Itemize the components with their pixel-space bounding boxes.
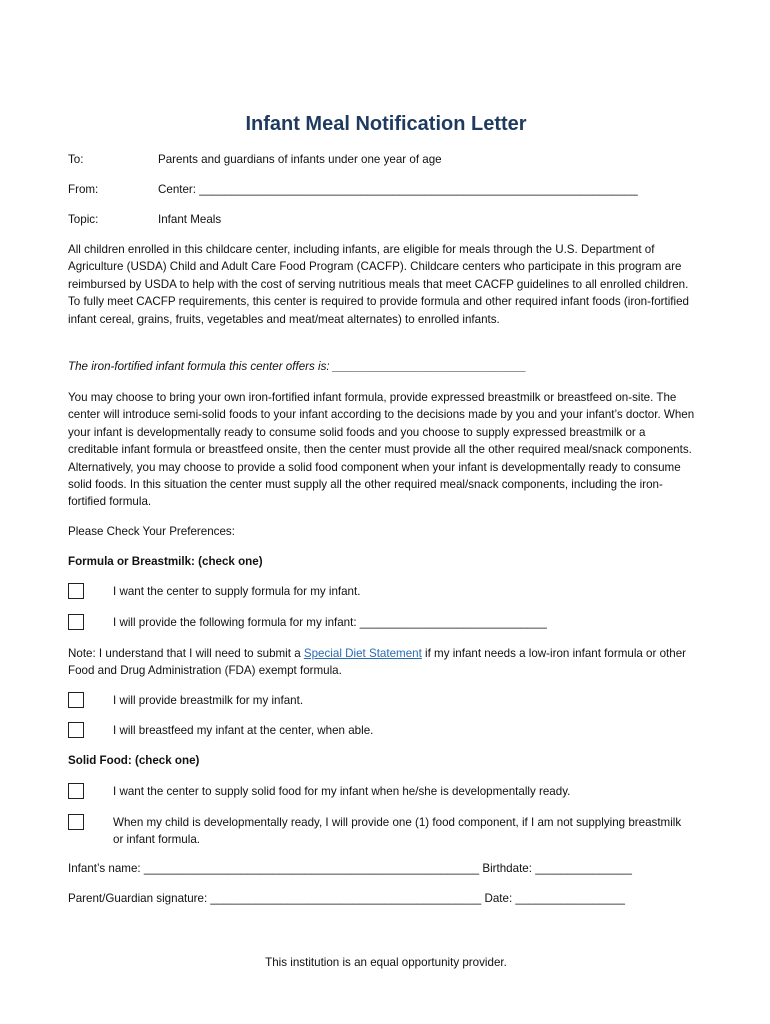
formula-section-heading: Formula or Breastmilk: (check one): [68, 555, 263, 568]
breastfeed-checkbox[interactable]: [68, 722, 84, 738]
equal-opportunity-footer: This institution is an equal opportunity provider.: [265, 956, 507, 969]
to-label: To:: [68, 153, 84, 166]
document-title: Infant Meal Notification Letter: [245, 113, 527, 135]
preferences-heading: Please Check Your Preferences:: [68, 525, 235, 538]
to-row: [68, 151, 704, 169]
topic-label: Topic:: [68, 213, 99, 226]
note-prefix: Note: I understand that I will need to submit a: [68, 647, 304, 660]
intro-paragraph: All children enrolled in this childcare center, including infants, are eligible for meals through the U.S. Department of Agriculture (USDA) Child and Adult Care Food Program (CACFP). Childcare centers who participate in this program are reimbursed by USDA to help with the cost of serving nutritious meals that meet CACFP guidelines to all enrolled children. To fully meet CACFP requirements, this center is required to provide formula and other required infant foods (iron-fortified infant cereal, grains, fruits, vegetables and meat/meat alternates) to enrolled infants.: [68, 243, 689, 326]
formula-offered-field[interactable]: The iron-fortified infant formula this center offers is: ______________________________: [68, 360, 527, 373]
center-formula-label: I want the center to supply formula for my infant.: [113, 585, 361, 598]
special-diet-statement-link[interactable]: Special Diet Statement: [303, 647, 422, 660]
center-solid-label: I want the center to supply solid food for my infant when he/she is developmentally ready.: [113, 785, 571, 798]
provide-formula-label[interactable]: I will provide the following formula for my infant: _____________________________: [113, 616, 547, 629]
center-solid-checkbox[interactable]: [68, 783, 84, 799]
breastfeed-label: I will breastfeed my infant at the center, when able.: [113, 724, 374, 737]
infant-name-line[interactable]: Infant’s name: ____________________________________________________ Birthdate: _______________: [68, 862, 632, 875]
choice-paragraph: You may choose to bring your own iron-fortified infant formula, provide expressed breastmilk or breastfeed on-site. The center will introduce semi-solid foods to your infant according to the decisions made by you and your infant’s doctor. When your infant is developmentally ready to consume solid foods and you choose to supply expressed breastmilk or a creditable infant formula or breastfeed onsite, then the center must provide all the other required meal/snack components. Alternatively, you may choose to provide a solid food component when your infant is developmentally ready to consume solid foods. In this situation the center must supply all the other required meal/snack components, including the iron-fortified formula.: [68, 391, 695, 509]
special-diet-note: [68, 645, 698, 680]
solid-section-heading: Solid Food: (check one): [68, 754, 200, 767]
topic-value: Infant Meals: [158, 213, 222, 226]
signature-line[interactable]: Parent/Guardian signature: __________________________________________ Date: _________________: [68, 892, 626, 905]
center-name-field[interactable]: Center: ____________________________________________________________________: [158, 183, 638, 196]
from-label: From:: [68, 183, 99, 196]
provide-solid-checkbox[interactable]: [68, 814, 84, 830]
document-page: [68, 0, 704, 1024]
from-row: [68, 181, 704, 199]
breastmilk-checkbox[interactable]: [68, 692, 84, 708]
note-suffix: if my infant needs a low-iron infant formula or other Food and Drug Administration (FDA) exempt formula.: [68, 647, 687, 678]
provide-formula-checkbox[interactable]: [68, 614, 84, 630]
center-formula-checkbox[interactable]: [68, 583, 84, 599]
topic-row: [68, 211, 704, 229]
breastmilk-label: I will provide breastmilk for my infant.: [113, 694, 304, 707]
provide-solid-label: When my child is developmentally ready, I will provide one (1) food component, if I am not supplying breastmilk or infant formula.: [113, 816, 682, 847]
to-value: Parents and guardians of infants under one year of age: [158, 153, 442, 166]
